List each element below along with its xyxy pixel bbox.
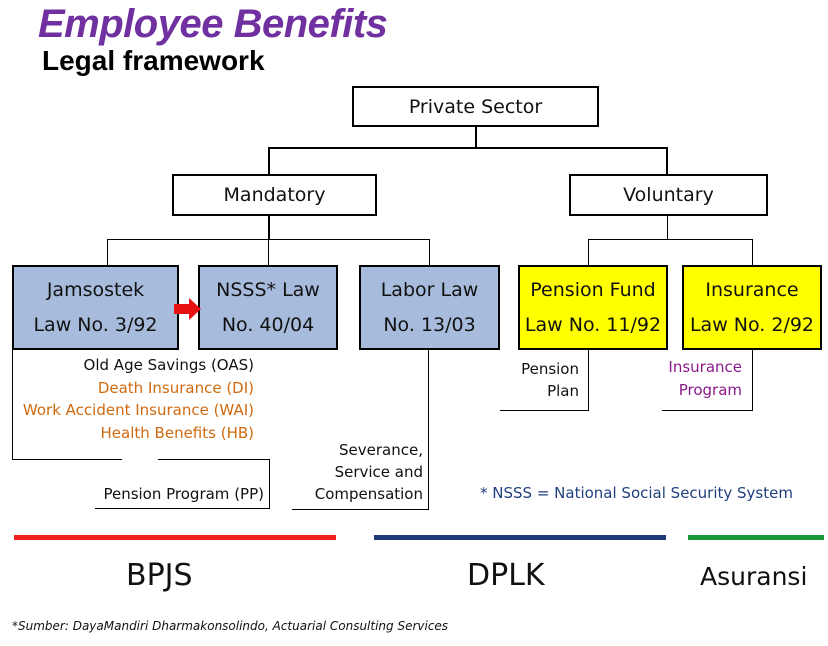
pension-fund-name: Pension Fund (530, 278, 656, 301)
connector (588, 239, 753, 240)
private-sector-label: Private Sector (408, 95, 543, 118)
connector (268, 147, 668, 149)
connector (752, 239, 753, 266)
bracket-line (158, 459, 270, 460)
connector (268, 239, 269, 266)
pension-fund-law: Law No. 11/92 (524, 313, 662, 336)
severance-line-3: Compensation (314, 485, 423, 503)
arrow-right-icon (174, 298, 202, 320)
labor-law-box (359, 265, 500, 350)
insurance-name: Insurance (705, 278, 799, 301)
labor-law-number: No. 13/03 (383, 313, 476, 336)
bracket-line (662, 410, 753, 411)
nsss-name: NSSS* Law (216, 278, 320, 301)
labor-law-name: Labor Law (380, 278, 479, 301)
pension-plan-line-1: Pension (521, 360, 579, 378)
insurance-law: Law No. 2/92 (689, 313, 815, 336)
bracket-line (95, 508, 270, 509)
nsss-box (198, 265, 338, 350)
mandatory-label: Mandatory (223, 184, 326, 206)
insurance-program-line-1: Insurance (668, 358, 742, 376)
bpjs-bar (14, 535, 336, 540)
nsss-note: * NSSS = National Social Security System (480, 484, 793, 502)
mandatory-box (172, 174, 377, 216)
bracket-line (12, 348, 13, 460)
wai-text: Work Accident Insurance (WAI) (22, 401, 254, 419)
bracket-line (292, 509, 429, 510)
bracket-line (269, 459, 270, 509)
jamsostek-name: Jamsostek (46, 278, 145, 301)
jamsostek-box (12, 265, 179, 350)
page-subtitle: Legal framework (42, 45, 265, 76)
connector (667, 214, 668, 240)
voluntary-box (569, 174, 768, 216)
connector (268, 214, 270, 240)
pension-plan-line-2: Plan (547, 382, 579, 400)
di-text: Death Insurance (DI) (97, 379, 254, 397)
oas-text: Old Age Savings (OAS) (83, 356, 254, 374)
dplk-label: DPLK (467, 558, 545, 593)
bracket-line (500, 410, 589, 411)
asuransi-bar (688, 535, 824, 540)
pp-text: Pension Program (PP) (103, 485, 264, 503)
insurance-program-line-2: Program (678, 381, 742, 399)
nsss-law: No. 40/04 (221, 313, 315, 336)
dplk-bar (374, 535, 666, 540)
insurance-box (682, 265, 822, 350)
connector (268, 147, 270, 176)
page-title: Employee Benefits (38, 2, 388, 46)
private-sector-box (352, 86, 599, 127)
connector (588, 239, 589, 266)
hb-text: Health Benefits (HB) (100, 424, 254, 442)
asuransi-label: Asuransi (700, 562, 808, 591)
connector (475, 126, 477, 148)
source-footnote: *Sumber: DayaMandiri Dharmakonsolindo, Actuarial Consulting Services (12, 619, 449, 633)
voluntary-label: Voluntary (623, 184, 714, 206)
bracket-line (752, 348, 753, 411)
severance-line-2: Service and (334, 463, 423, 481)
connector (107, 239, 108, 266)
bracket-line (12, 459, 122, 460)
bracket-line (428, 348, 429, 510)
severance-line-1: Severance, (339, 441, 423, 459)
jamsostek-law: Law No. 3/92 (33, 313, 158, 336)
connector (666, 147, 668, 176)
pension-fund-box (518, 265, 668, 350)
bracket-line (588, 348, 589, 411)
connector (429, 239, 430, 266)
bpjs-label: BPJS (126, 558, 193, 593)
